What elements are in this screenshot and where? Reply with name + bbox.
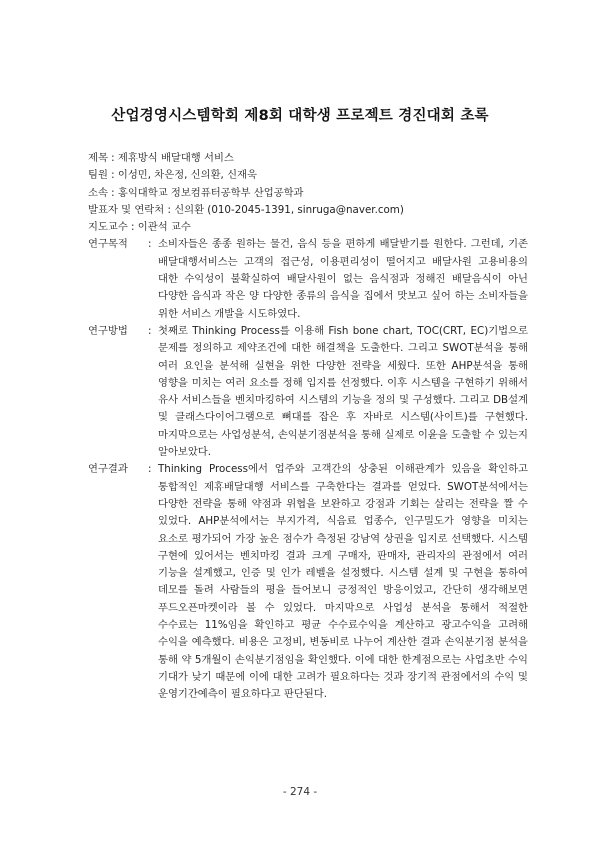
purpose-label: 연구목적 (88, 238, 128, 251)
page-number: - 274 - (282, 786, 318, 798)
method-label: 연구방법 (88, 324, 128, 337)
presenter-line: 발표자 및 연락처 : 신의환 (010-2045-1391, sinruga@naver.com) (88, 203, 404, 216)
purpose-text: 소비자들은 종종 원하는 물건, 음식 등을 편하게 배달받기를 원한다. 그런데, 기존 배달대행서비스는 고객의 접근성, 이용편리성이 떨어지고 배달사원 고용비용의 대한 수익성이 불확실하여 배달사원이 없는 음식점과 정해진 배달음식이 아닌 다양한 음식과 작은 양 다양한 종류의 음식을 집에서 맛보고 싶어 하는 소비자들을 위한 서비스 개발을 시도하였다. (158, 238, 528, 320)
method-colon: : (148, 324, 152, 337)
result-text: Thinking Process에서 업주와 고객간의 상충된 이해관계가 있음을 확인하고 통합적인 제휴배달대행 서비스를 구축한다는 결과를 얻었다. SWOT분석에서는 다양한 전략을 통해 약점과 위협을 보완하고 강점과 기회는 살리는 전략을 짤 수 있었다. AHP분석에서는 부지가격, 식음료 업종수, 인구밀도가 영향을 미치는 요소로 평가되어 가장 높은 점수가 측정된 강남역 상권을 입지로 선택했다. 시스템 구현에 있어서는 벤치마킹 결과 크게 구매자, 판매자, 관리자의 관점에서 여러 기능을 설계했고, 인증 및 인가 레벨을 설정했다. 시스템 설계 및 구현을 통하여 데모를 돌려 사람들의 평을 들어보니 긍정적인 방응이었고, 간단히 생각해보면 푸드오픈마켓이라 볼 수 있었다. 마지막으로 사업성 분석을 통해서 적절한 수수료는 11%임을 확인하고 평균 수수료수익을 계산하고 광고수익을 고려해 수익을 예측했다. 비용은 고정비, 변동비로 나누어 계산한 결과 손익분기점 분석을 통해 약 5개월이 손익분기점임을 확인했다. 이에 대한 한계점으로는 사업초반 수익 기대가 낮기 때문에 이에 대한 고려가 필요하다는 것과 장기적 관점에서의 수익 및 운영기간예측이 필요하다고 판단된다. (158, 463, 528, 701)
page-title: 산업경영시스템학회 제8회 대학생 프로젝트 경진대회 초록 (111, 108, 489, 124)
topic-line: 제목 : 제휴방식 배달대행 서비스 (88, 152, 234, 164)
abstract-body (88, 150, 528, 704)
team-line: 팀원 : 이성민, 차은정, 신의환, 신재욱 (88, 169, 257, 182)
result-section (88, 461, 528, 703)
affiliation-line: 소속 : 홍익대학교 정보컴퓨터공학부 산업공학과 (88, 186, 304, 199)
result-colon: : (148, 463, 152, 476)
result-label: 연구결과 (88, 463, 128, 476)
method-section (88, 323, 528, 461)
advisor-line: 지도교수 : 이관석 교수 (88, 221, 191, 234)
purpose-colon: : (148, 238, 152, 251)
method-text: 첫째로 Thinking Process를 이용해 Fish bone chart, TOC(CRT, EC)기법으로 문제를 정의하고 제약조건에 대한 해결책을 도출한다. 그리고 SWOT분석을 통해 여러 요인을 분석해 실현을 위한 다양한 전략을 세웠다. 또한 AHP분석을 통해 영향을 미치는 여러 요소를 정해 입지를 선정했다. 이후 시스템을 구현하기 위해서 유사 서비스들을 벤치마킹하여 시스템의 기능을 정의 및 구성했다. 그리고 DB설계 및 클래스다이어그램으로 뼈대를 잡은 후 자바로 시스템(사이트)를 구현했다. 마지막으로는 사업성분석, 손익분기점분석을 통해 실제로 이윤을 도출할 수 있는지 알아보았다. (158, 324, 528, 459)
purpose-section (88, 236, 528, 322)
